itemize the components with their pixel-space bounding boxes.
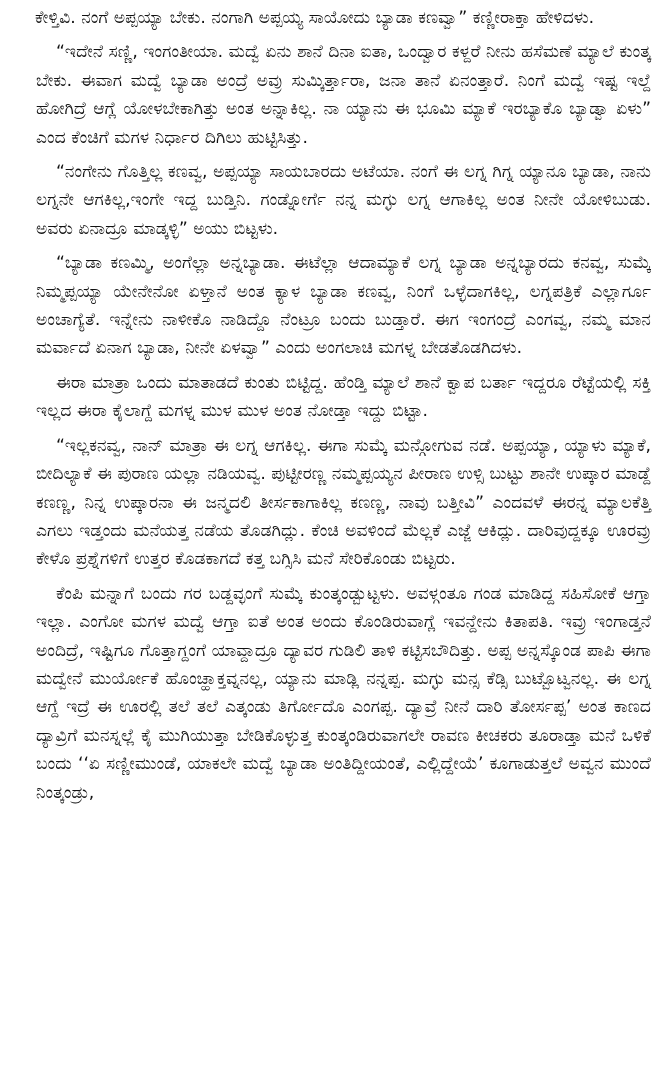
paragraph-1: ಕೇಳ್ತಿವಿ. ನಂಗೆ ಅಪ್ಪಯ್ಯಾ ಬೇಕು. ನಂಗಾಗಿ ಅಪ್ಪಯ್ಯ ಸಾಯೋದು ಬ್ಯಾಡಾ ಕಣವ್ವಾ” ಕಣ್ಣೀರಾಕ್ತಾ ಹೇಳಿದಳು. (35, 8, 595, 28)
paragraph-4: “ಬ್ಯಾಡಾ ಕಣಮ್ಮಿ, ಅಂಗೆಲ್ಲಾ ಅನ್ನಬ್ಯಾಡಾ. ಈಟೆಲ್ಲಾ ಆದಾಮ್ಯಾಕೆ ಲಗ್ನ ಬ್ಯಾಡಾ ಅನ್ನಬ್ಯಾರದು ಕನವ್ವ, ಸುಮ್ಕೆ ನಿಮ್ಮಪ್ಪಯ್ಯಾ ಯೇನೇನೋ ಏಳ್ತಾನೆ ಅಂತ ಕ್ಯಾಳ ಬ್ಯಾಡಾ ಕಣವ್ವ, ನಿಂಗೆ ಒಳ್ಳೆದಾಗಕಿಲ್ಲ, ಲಗ್ನಪತ್ರಿಕೆ ಎಲ್ಲಾರ್ಗೂ ಅಂಚಾಗ್ಯೆತೆ. ಇನ್ನೇನು ನಾಳೀಕೊ ನಾಡಿದ್ದೊ ನೆಂಟ್ರೂ ಬಂದು ಬುಡ್ತಾರೆ. ಈಗ ಇಂಗಂದ್ರೆ ಎಂಗವ್ವ, ನಮ್ಮ ಮಾನ ಮರ್ವಾದೆ ಏನಾಗ ಬ್ಯಾಡಾ, ನೀನೇ ಏಳವ್ವಾ” ಎಂದು ಅಂಗಲಾಚಿ ಮಗಳ್ನ ಬೇಡತೊಡಗಿದಳು. (36, 253, 651, 359)
paragraph-5: ಈರಾ ಮಾತ್ರಾ ಒಂದು ಮಾತಾಡದೆ ಕುಂತು ಬಿಟ್ಟಿದ್ದ. ಹೆಂಡ್ತಿ ಮ್ಯಾಲೆ ಶಾನೆ ಕ್ವಾಪ ಬರ್ತಾ ಇದ್ದರೂ ರೆಟ್ಟೆಯಲ್ಲಿ ಸಕ್ತಿ ಇಲ್ಲದ ಈರಾ ಕೈಲಾಗ್ದೆ ಮಗಳ್ನ ಮುಳ ಮುಳ ಅಂತ ನೋಡ್ತಾ ಇದ್ದು ಬಿಟ್ಟಾ. (36, 372, 651, 422)
paragraph-6: “ಇಲ್ಲಕನವ್ವ, ನಾನ್ ಮಾತ್ರಾ ಈ ಲಗ್ನ ಆಗಕಿಲ್ಲ. ಈಗಾ ಸುಮ್ಕೆ ಮನ್ಗೋಗುವ ನಡೆ. ಅಪ್ಪಯ್ಯಾ, ಯ್ಯಾಳು ಮ್ಯಾಕೆ, ಬೀದಿಲ್ಯಾಕೆ ಈ ಪುರಾಣ ಯಲ್ಲಾ ನಡಿಯವ್ವ. ಪುಟ್ಟೀರಣ್ಣ ನಮ್ಮಪ್ಪಯ್ಯನ ಪೀರಾಣ ಉಳ್ಸಿ ಬುಟ್ಟು ಶಾನೇ ಉಪ್ಕಾರ ಮಾಡ್ದೆ ಕಣಣ್ಣ, ನಿನ್ನ ಉಪ್ಕಾರನಾ ಈ ಜನ್ಮದಲಿ ತೀರ್ಸಕಾಗಾಕಿಲ್ಲ ಕಣಣ್ಣ, ನಾವು ಬತ್ತೀವಿ” ಎಂದವಳೆ ಈರನ್ನ ಮ್ಯಾಲಕೆತ್ತಿ ಎಗಲು ಇಡ್ತಂದು ಮನೆಯತ್ತ ನಡೆಯ ತೊಡಗಿದ್ಲು. ಕೆಂಚಿ ಅವಳಿಂದೆ ಮೆಲ್ಲಕೆ ಎಜ್ಜೆ ಆಕಿದ್ಲು. ದಾರಿವುದ್ದಕ್ಕೂ ಊರವ್ರು ಕೇಳೊ ಪ್ರಶ್ನೆಗಳಿಗೆ ಉತ್ತರ ಕೊಡಕಾಗದೆ ಕತ್ತ ಬಗ್ಸಿಸಿ ಮನೆ ಸೇರಿಕೊಂಡು ಬಿಟ್ಟರು. (36, 435, 651, 570)
paragraph-7: ಕೆಂಪಿ ಮನ್ನಾಗೆ ಬಂದು ಗರ ಬಡ್ದವ್ಳಂಗೆ ಸುಮ್ಕೆ ಕುಂತ್ಕಂಡ್ಬುಟ್ಟಳು. ಅವಳ್ಗಂತೂ ಗಂಡ ಮಾಡಿದ್ದ ಸಹಿಸೋಕೆ ಆಗ್ತಾ ಇಲ್ಲಾ. ಎಂಗೋ ಮಗಳ ಮದ್ವೆ ಆಗ್ತಾ ಐತೆ ಅಂತ ಅಂದು ಕೊಂಡಿರುವಾಗ್ಲೆ ಇವನ್ದೇನು ಕಿತಾಪತಿ. ಇವ್ರು ಇಂಗಾಡ್ತನೆ ಅಂದಿದ್ರೆ, ಇಷ್ಟಿಗೂ ಗೊತ್ತಾಗ್ದಂಗೆ ಯಾವ್ದಾದ್ರೂ ದ್ಯಾವರ ಗುಡಿಲಿ ತಾಳಿ ಕಟ್ಟಿಸಬೌದಿತ್ತು. ಅಪ್ಪ ಅನ್ನಸ್ಕೊಂಡ ಪಾಪಿ ಈಗಾ ಮದ್ವೇನೆ ಮುರ್ಯೋಕೆ ಹೊಂಚ್ಹಾಕ್ತವ್ನನಲ್ಲ, ಯ್ಯಾನು ಮಾಡ್ಲಿ ನನ್ನಪ್ಪ. ಮಗ್ಳು ಮನ್ಸ ಕೆಡ್ಸಿ ಬುಟ್ಬೊಟ್ವನಲ್ಲ. ಈ ಲಗ್ನ ಆಗ್ದೆ ಇದ್ರೆ ಈ ಊರಲ್ಲಿ ತಲೆ ತಲೆ ಎತ್ಕಂಡು ತಿರ್ಗೋದೊ ಎಂಗಪ್ಪ. ದ್ಯಾವ್ರೆ ನೀನೆ ದಾರಿ ತೋರ್ಸಪ್ಪ’ ಅಂತ ಕಾಣದ ದ್ಯಾವ್ರಿಗೆ ಮನಸ್ನಲ್ಲೆ ಕೈ ಮುಗಿಯುತ್ತಾ ಬೇಡಿಕೊಳ್ಳುತ್ತ ಕುಂತ್ಕಂಡಿರುವಾಗಲೇ ರಾವಣ ಕೀಚಕರು ತೂರಾಡ್ತಾ ಮನೆ ಒಳಿಕೆ ಬಂದು ‘‘ಏ ಸಣ್ಣೀಮುಂಡೆ, ಯಾಕಲೇ ಮದ್ವೆ ಬ್ಯಾಡಾ ಅಂತಿದ್ದೀಯಂತೆ, ಎಲ್ಲಿದ್ದೇಯೆ’ ಕೂಗಾಡುತ್ತಲೆ ಅವ್ವನ ಮುಂದೆ ನಿಂತ್ಕಂಡ್ರು, (36, 583, 651, 803)
paragraph-3: “ನಂಗೇನು ಗೊತ್ತಿಲ್ಲ ಕಣವ್ವ, ಅಪ್ಪಯ್ಯಾ ಸಾಯಬಾರದು ಅಟೆಯಾ. ನಂಗೆ ಈ ಲಗ್ನ ಗಿಗ್ನ ಯ್ಯಾನೂ ಬ್ಯಾಡಾ, ನಾನು ಲಗ್ನನೇ ಆಗಕಿಲ್ಲ,ಇಂಗೇ ಇದ್ದ ಬುಡ್ತಿನಿ. ಗಂಡ್ನೋರ್ಗೆ ನನ್ನ ಮಗ್ಳು ಲಗ್ನ ಆಗಾಕಿಲ್ಲ ಅಂತ ನೀನೇ ಯೋಳಿಬುಡು. ಅವರು ಏನಾದ್ರೂ ಮಾಡ್ಕಳ್ಳಿ” ಅಯು ಬಿಟ್ಟಳು. (36, 162, 651, 239)
paragraph-2: “ಇದೇನೆ ಸಣ್ಣಿ, ಇಂಗಂತೀಯಾ. ಮದ್ವೆ ಏನು ಶಾನೆ ದಿನಾ ಐತಾ, ಒಂದ್ವಾರ ಕಳ್ದರೆ ನೀನು ಹಸೆಮಣೆ ಮ್ಯಾಲೆ ಕುಂತ್ಕ ಬೇಕು. ಈವಾಗ ಮದ್ವೆ ಬ್ಯಾಡಾ ಅಂದ್ರೆ ಅವ್ರು ಸುಮ್ಕಿರ್ತ್ತಾರಾ, ಜನಾ ತಾನೆ ಏನಂತ್ತಾರೆ. ನಿಂಗೆ ಮದ್ವೆ ಇಷ್ಟ ಇಲ್ದೆ ಹೋಗಿದ್ರೆ ಆಗ್ಲೆ ಯೋಳಬೇಕಾಗಿತ್ತು ಅಂತ ಅನ್ನಾಕಿಲ್ಲ. ನಾ ಯ್ಯಾನು ಈ ಭೂಮಿ ಮ್ಯಾಕೆ ಇರಬ್ಯಾಕೊ ಬ್ಯಾಡ್ವಾ ಏಳು” ಎಂದ ಕೆಂಚಿಗೆ ಮಗಳ ನಿರ್ಧಾರ ದಿಗಿಲು ಹುಟ್ಟಿಸಿತ್ತು. (36, 42, 651, 148)
